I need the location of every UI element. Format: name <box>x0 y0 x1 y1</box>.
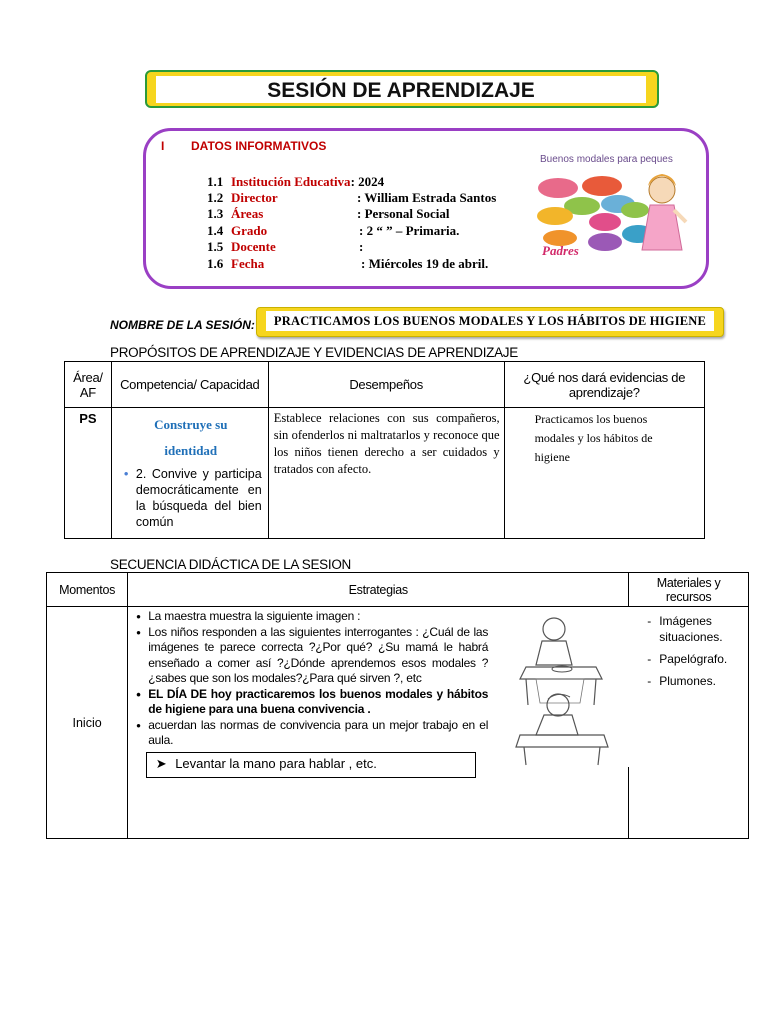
norma-text: Levantar la mano para hablar , etc. <box>175 755 377 771</box>
datos-value: : <box>359 239 364 254</box>
datos-value: : 2 “ ” – Primaria. <box>359 223 460 238</box>
header-estrategias: Estrategias <box>128 573 629 607</box>
datos-value: : 2024 <box>350 174 385 189</box>
estrategia-item: • EL DÍA DE hoy practicaremos los buenos modales y hábitos de higiene para una buena convivencia . <box>148 687 488 718</box>
header-competencia: Competencia/ Capacidad <box>111 362 268 408</box>
norma-box <box>146 752 476 778</box>
estrategia-item: • acuerdan las normas de convivencia para un mejor trabajo en el aula. <box>148 718 488 749</box>
evidencia-text: Practicamos los buenos modales y los hábitos de higiene <box>534 412 653 464</box>
secuencia-title: SECUENCIA DIDÁCTICA DE LA SESION <box>110 557 351 572</box>
table-header-row <box>47 573 749 607</box>
materiales-cell <box>629 607 749 839</box>
datos-value: : Personal Social <box>357 206 450 221</box>
datos-row: 1.5 Docente : <box>207 239 364 254</box>
estrategias-cell <box>128 607 629 839</box>
ninos-comiendo-image <box>496 607 632 767</box>
page-title: SESIÓN DE APRENDIZAJE <box>267 79 535 102</box>
datos-row: 1.1 Institución Educativa: 2024 <box>207 174 385 189</box>
estrategia-item: • Los niños responden a las siguientes interrogantes : ¿Cuál de las imágenes te parece correcta ?¿Por qué? ¿Su mamá le habrá enseñado a comer así ?¿Dónde aprendemos esos modales ?¿sabes que son los modales?¿Para qué sirven ?, etc <box>148 625 488 687</box>
estrategia-item: • La maestra muestra la siguiente imagen : <box>148 609 488 625</box>
header-materiales: Materiales y recursos <box>629 573 749 607</box>
datos-row: 1.4 Grado : 2 “ ” – Primaria. <box>207 223 460 238</box>
evidencia-cell <box>504 408 704 539</box>
competencia-cell <box>111 408 268 539</box>
desempeno-text: Establece relaciones con sus compañeros, sin ofenderlos ni maltratarlos y reconoce que los niños tienen derecho a ser cuidados y tratados con afecto. <box>273 411 500 476</box>
material-item: - Papelógrafo. <box>659 651 744 667</box>
desempeno-cell <box>268 408 504 539</box>
secuencia-table <box>46 572 749 839</box>
table-row <box>47 607 749 839</box>
header-evidencias: ¿Qué nos dará evidencias de aprendizaje? <box>504 362 704 408</box>
material-item: - Plumones. <box>659 673 744 689</box>
datos-label: Docente <box>231 239 276 254</box>
datos-row: 1.6 Fecha : Miércoles 19 de abril. <box>207 256 489 271</box>
padres-logo: Padres <box>542 243 579 258</box>
momento-cell: Inicio <box>47 607 128 839</box>
datos-value: : William Estrada Santos <box>357 190 497 205</box>
illustration-caption: Buenos modales para peques <box>540 154 673 165</box>
buenos-modales-illustration <box>530 150 690 265</box>
datos-row: 1.3 Áreas : Personal Social <box>207 206 450 221</box>
header-momentos: Momentos <box>47 573 128 607</box>
table-header-row <box>65 362 705 408</box>
datos-label: Institución Educativa <box>231 174 351 189</box>
area-cell: PS <box>65 408 112 539</box>
arrow-icon: ➤ <box>155 755 167 771</box>
datos-label: Director <box>231 190 278 205</box>
datos-value: : Miércoles 19 de abril. <box>361 256 489 271</box>
datos-label: Grado <box>231 223 268 238</box>
header-desempenos: Desempeños <box>268 362 504 408</box>
datos-heading <box>161 139 326 153</box>
propositos-table <box>64 361 705 539</box>
header-area: Área/ AF <box>65 362 112 408</box>
propositos-title: PROPÓSITOS DE APRENDIZAJE Y EVIDENCIAS DE APRENDIZAJE <box>110 345 518 360</box>
competencia-text: Construye su identidad <box>154 417 228 458</box>
nombre-sesion-label: NOMBRE DE LA SESIÓN: <box>110 318 255 332</box>
section-title: DATOS INFORMATIVOS <box>191 139 327 153</box>
datos-row: 1.2 Director : William Estrada Santos <box>207 190 497 205</box>
nombre-sesion-value: PRACTICAMOS LOS BUENOS MODALES Y LOS HÁBITOS DE HIGIENE <box>273 314 707 328</box>
material-item: - Imágenes situaciones. <box>659 613 744 645</box>
datos-label: Fecha <box>231 256 265 271</box>
capacidad-text: • 2. Convive y participa democráticamente en la búsqueda del bien común <box>136 466 262 530</box>
datos-label: Áreas <box>231 206 264 221</box>
section-number: I <box>161 139 165 153</box>
table-row <box>65 408 705 539</box>
